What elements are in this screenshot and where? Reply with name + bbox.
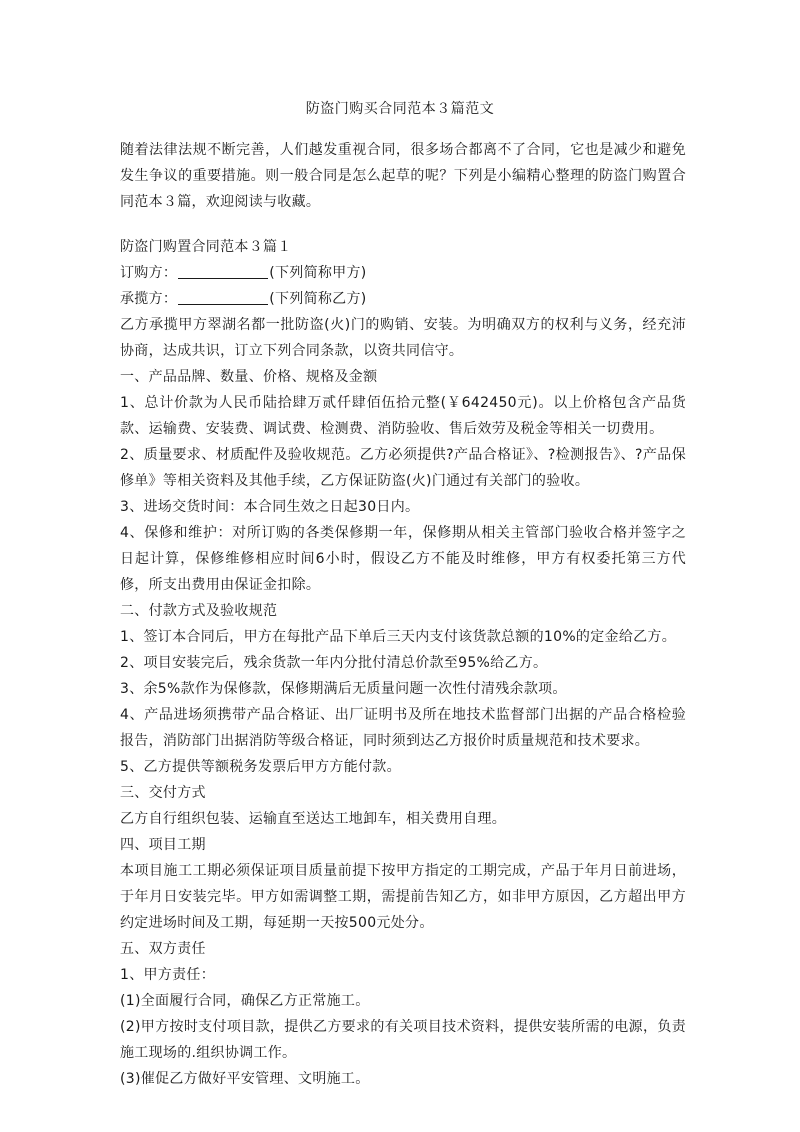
contractor-suffix: (下列简称乙方) [269, 291, 367, 307]
clauses-list [120, 364, 686, 1092]
clause-paragraph: 一、产品品牌、数量、价格、规格及金额 [120, 369, 378, 385]
clause-paragraph: 4、保修和维护：对所订购的各类保修期一年，保修期从相关主管部门验收合格并签字之日起计算，保修维修相应时间6小时，假设乙方不能及时维修，甲方有权委托第三方代修，所支出费用由保证金扣除。 [120, 525, 686, 593]
clause-paragraph: 1、甲方责任： [120, 967, 216, 983]
clause-paragraph: (1)全面履行合同，确保乙方正常施工。 [120, 993, 370, 1009]
clause-paragraph: 四、项目工期 [120, 837, 206, 853]
clause-paragraph: 4、产品进场须携带产品合格证、出厂证明书及所在地技术监督部门出据的产品合格检验报告，消防部门出据消防等级合格证，同时须到达乙方报价时质量规范和技术要求。 [120, 707, 686, 749]
clause-paragraph: 5、乙方提供等额税务发票后甲方方能付款。 [120, 759, 401, 775]
contractor-line [120, 286, 686, 312]
document-body [120, 137, 686, 1092]
contractor-blank [178, 289, 268, 305]
clause-paragraph: 3、进场交货时间：本合同生效之日起30日内。 [120, 499, 420, 515]
clause-paragraph: 2、项目安装完后，残余货款一年内分批付清总价款至95%给乙方。 [120, 655, 548, 671]
clause-paragraph: (2)甲方按时支付项目款，提供乙方要求的有关项目技术资料，提供安装所需的电源，负责施工现场的.组织协调工作。 [120, 1019, 686, 1061]
buyer-suffix: (下列简称甲方) [269, 265, 367, 281]
clause-paragraph: (3)催促乙方做好平安管理、文明施工。 [120, 1071, 370, 1087]
clause-paragraph: 1、总计价款为人民币陆拾肆万贰仟肆佰伍拾元整(￥642450元)。以上价格包含产品货款、运输费、安装费、调试费、检测费、消防验收、售后效劳及税金等相关一切费用。 [120, 395, 686, 437]
buyer-blank [178, 263, 268, 279]
buyer-label: 订购方： [120, 265, 178, 281]
clause-paragraph: 3、余5%款作为保修款，保修期满后无质量问题一次性付清残余款项。 [120, 681, 567, 697]
preamble-paragraph: 乙方承揽甲方翠湖名都一批防盗(火)门的购销、安装。为明确双方的权利与义务，经充沛协商，达成共识，订立下列合同条款，以资共同信守。 [120, 317, 686, 359]
document-title: 防盗门购买合同范本３篇范文 [305, 101, 495, 117]
clause-paragraph: 三、交付方式 [120, 785, 206, 801]
intro-paragraph: 随着法律法规不断完善，人们越发重视合同，很多场合都离不了合同，它也是减少和避免发生争议的重要措施。则一般合同是怎么起草的呢？下列是小编精心整理的防盗门购置合同范本３篇，欢迎阅读与收藏。 [120, 142, 686, 210]
clause-paragraph: 1、签订本合同后，甲方在每批产品下单后三天内支付该货款总额的10%的定金给乙方。 [120, 629, 677, 645]
clause-paragraph: 二、付款方式及验收规范 [120, 603, 278, 619]
section-title: 防盗门购置合同范本３篇１ [120, 239, 292, 255]
clause-paragraph: 2、质量要求、材质配件及验收规范。乙方必须提供?产品合格证》、?检测报告》、?产品保修单》等相关资料及其他手续，乙方保证防盗(火)门通过有关部门的验收。 [120, 447, 686, 489]
clause-paragraph: 本项目施工工期必须保证项目质量前提下按甲方指定的工期完成，产品于年月日前进场，于年月日安装完毕。甲方如需调整工期，需提前告知乙方，如非甲方原因，乙方超出甲方约定进场时间及工期，每延期一天按500元处分。 [120, 863, 686, 931]
contractor-label: 承揽方： [120, 291, 178, 307]
clause-paragraph: 乙方自行组织包装、运输直至送达工地卸车，相关费用自理。 [120, 811, 507, 827]
clause-paragraph: 五、双方责任 [120, 941, 206, 957]
buyer-line [120, 260, 686, 286]
